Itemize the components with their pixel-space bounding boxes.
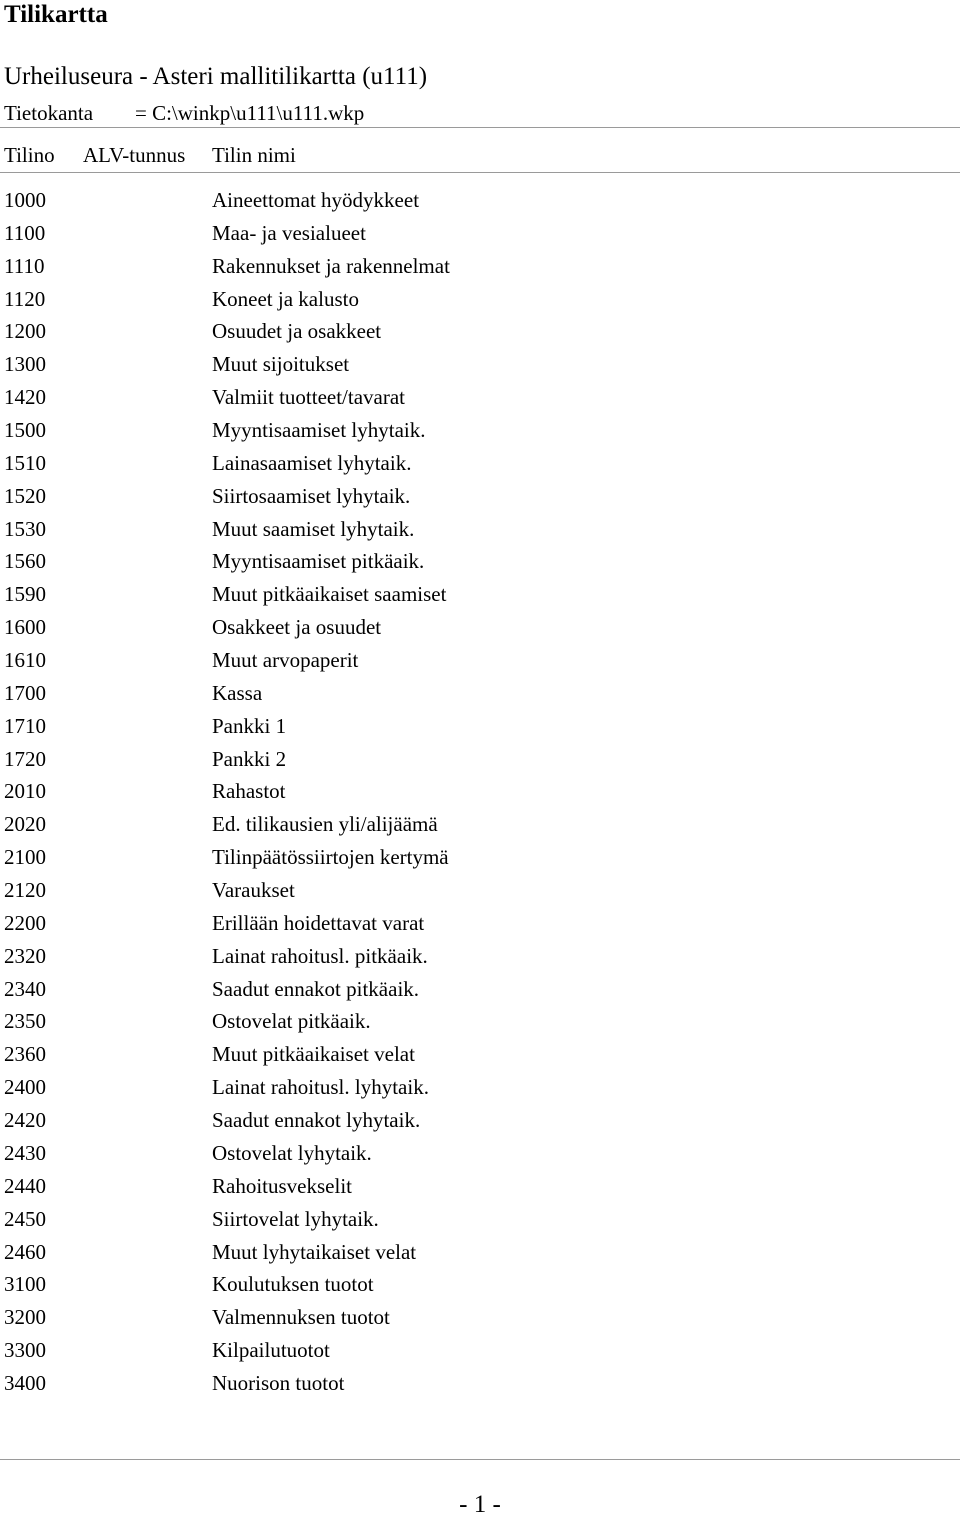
account-number: 3200 <box>4 1305 46 1330</box>
account-name: Muut saamiset lyhytaik. <box>212 516 415 541</box>
table-row <box>0 252 960 285</box>
account-number: 1590 <box>4 582 46 607</box>
account-name: Koneet ja kalusto <box>212 286 359 311</box>
account-number: 1110 <box>4 253 45 278</box>
account-number: 1510 <box>4 450 46 475</box>
account-name: Lainat rahoitusl. lyhytaik. <box>212 1075 429 1100</box>
table-row <box>0 285 960 318</box>
table-row <box>0 1172 960 1205</box>
account-name: Osuudet ja osakkeet <box>212 319 382 344</box>
table-row <box>0 843 960 876</box>
account-name: Ed. tilikausien yli/alijäämä <box>212 812 438 837</box>
account-number: 2400 <box>4 1075 46 1100</box>
table-row <box>0 1007 960 1040</box>
account-name: Pankki 2 <box>212 746 287 771</box>
table-row <box>0 942 960 975</box>
table-row <box>0 1040 960 1073</box>
account-name: Muut pitkäaikaiset velat <box>212 1042 415 1067</box>
table-row <box>0 975 960 1008</box>
table-row <box>0 350 960 383</box>
table-row <box>0 449 960 482</box>
account-name: Nuorison tuotot <box>212 1370 345 1395</box>
account-name: Maa- ja vesialueet <box>212 220 366 245</box>
table-row <box>0 876 960 909</box>
account-name: Siirtovelat lyhytaik. <box>212 1206 379 1231</box>
account-number: 3300 <box>4 1338 46 1363</box>
table-row <box>0 186 960 219</box>
chart-of-accounts-subtitle: Urheiluseura - Asteri mallitilikartta (u111) <box>4 63 428 90</box>
database-path: = C:\winkp\u111\u111.wkp <box>135 101 365 125</box>
account-number: 2450 <box>4 1206 46 1231</box>
account-name: Saadut ennakot pitkäaik. <box>212 976 420 1001</box>
account-number: 2350 <box>4 1009 46 1034</box>
divider-header <box>0 172 960 173</box>
table-row <box>0 580 960 613</box>
account-name: Ostovelat pitkäaik. <box>212 1009 371 1034</box>
account-number: 2100 <box>4 845 46 870</box>
account-number: 2320 <box>4 943 46 968</box>
account-name: Koulutuksen tuotot <box>212 1272 374 1297</box>
account-number: 2010 <box>4 779 46 804</box>
account-number: 1700 <box>4 680 46 705</box>
table-row <box>0 1238 960 1271</box>
account-number: 1530 <box>4 516 46 541</box>
account-number: 2420 <box>4 1108 46 1133</box>
account-number: 1520 <box>4 483 46 508</box>
account-number: 1200 <box>4 319 46 344</box>
account-name: Valmiit tuotteet/tavarat <box>212 385 406 410</box>
page-number: - 1 - <box>459 1491 501 1518</box>
account-name: Valmennuksen tuotot <box>212 1305 390 1330</box>
table-row <box>0 777 960 810</box>
table-row <box>0 1270 960 1303</box>
table-row <box>0 1073 960 1106</box>
account-number: 2430 <box>4 1140 46 1165</box>
table-row <box>0 646 960 679</box>
account-number: 1610 <box>4 648 46 673</box>
table-row <box>0 679 960 712</box>
header-vat-code: ALV-tunnus <box>83 143 186 167</box>
table-row <box>0 383 960 416</box>
account-number: 1710 <box>4 713 46 738</box>
account-name: Muut sijoitukset <box>212 352 350 377</box>
account-name: Saadut ennakot lyhytaik. <box>212 1108 421 1133</box>
account-name: Muut lyhytaikaiset velat <box>212 1239 417 1264</box>
account-name: Varaukset <box>212 878 295 903</box>
account-name: Myyntisaamiset lyhytaik. <box>212 418 426 443</box>
account-name: Ostovelat lyhytaik. <box>212 1140 372 1165</box>
account-name: Aineettomat hyödykkeet <box>212 188 420 212</box>
account-number: 3400 <box>4 1370 46 1395</box>
account-number: 2440 <box>4 1173 46 1198</box>
account-name: Erillään hoidettavat varat <box>212 910 425 935</box>
account-name: Lainat rahoitusl. pitkäaik. <box>212 943 428 968</box>
account-number: 1000 <box>4 188 46 212</box>
account-number: 2200 <box>4 910 46 935</box>
account-name: Lainasaamiset lyhytaik. <box>212 450 412 475</box>
account-number: 2360 <box>4 1042 46 1067</box>
account-number: 1300 <box>4 352 46 377</box>
table-row <box>0 1139 960 1172</box>
table-row <box>0 909 960 942</box>
account-number: 2340 <box>4 976 46 1001</box>
account-name: Muut arvopaperit <box>212 648 359 673</box>
account-list <box>0 186 960 1402</box>
account-name: Myyntisaamiset pitkäaik. <box>212 549 425 574</box>
account-number: 1600 <box>4 615 46 640</box>
divider-top <box>0 127 960 128</box>
table-row <box>0 1303 960 1336</box>
account-number: 2020 <box>4 812 46 837</box>
table-row <box>0 1106 960 1139</box>
table-row <box>0 317 960 350</box>
account-number: 1420 <box>4 385 46 410</box>
table-row <box>0 482 960 515</box>
table-row <box>0 1205 960 1238</box>
account-name: Rahoitusvekselit <box>212 1173 352 1198</box>
table-row <box>0 1369 960 1402</box>
table-row <box>0 1336 960 1369</box>
account-number: 1560 <box>4 549 46 574</box>
table-row <box>0 745 960 778</box>
table-row <box>0 219 960 252</box>
divider-footer <box>0 1459 960 1460</box>
table-header <box>0 141 960 169</box>
account-number: 1500 <box>4 418 46 443</box>
account-number: 1120 <box>4 286 46 311</box>
database-info <box>4 99 365 127</box>
account-name: Osakkeet ja osuudet <box>212 615 382 640</box>
account-name: Siirtosaamiset lyhytaik. <box>212 483 411 508</box>
account-number: 2120 <box>4 878 46 903</box>
document-title: Tilikartta <box>4 1 108 28</box>
account-name: Pankki 1 <box>212 713 287 738</box>
account-name: Tilinpäätössiirtojen kertymä <box>212 845 449 870</box>
database-label: Tietokanta <box>4 101 94 125</box>
table-row <box>0 515 960 548</box>
table-row <box>0 416 960 449</box>
account-name: Rahastot <box>212 779 286 804</box>
header-account-number: Tilino <box>4 143 55 167</box>
account-number: 2460 <box>4 1239 46 1264</box>
account-name: Kassa <box>212 680 263 705</box>
table-row <box>0 810 960 843</box>
table-row <box>0 613 960 646</box>
account-name: Kilpailutuotot <box>212 1338 330 1363</box>
account-number: 1720 <box>4 746 46 771</box>
table-row <box>0 547 960 580</box>
account-name: Rakennukset ja rakennelmat <box>212 253 450 278</box>
account-number: 1100 <box>4 220 46 245</box>
table-row <box>0 712 960 745</box>
account-number: 3100 <box>4 1272 46 1297</box>
header-account-name: Tilin nimi <box>212 143 296 167</box>
account-name: Muut pitkäaikaiset saamiset <box>212 582 447 607</box>
